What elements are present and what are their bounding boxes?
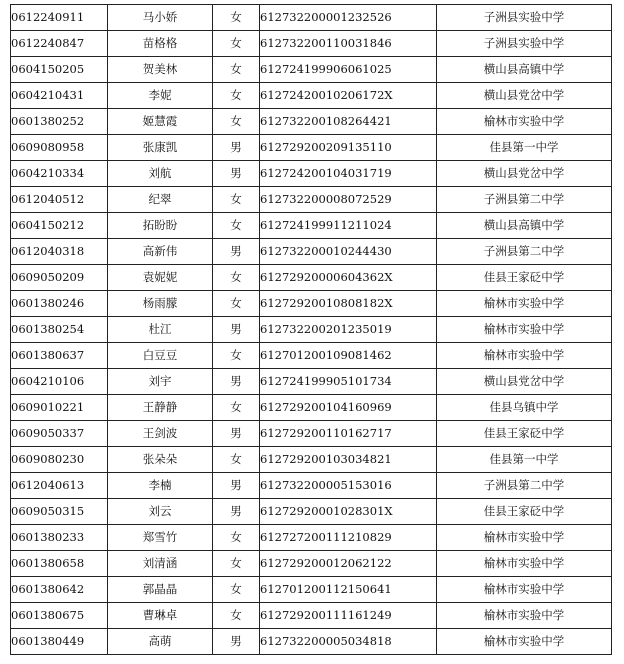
gender-cell: 男 [213,135,260,161]
table-row [11,57,612,83]
id-card-cell: 612724199905101734 [260,369,437,395]
gender-cell: 男 [213,421,260,447]
id-card-cell: 612729200110162717 [260,421,437,447]
id-card-cell: 612732200005034818 [260,629,437,655]
student-name-cell: 纪翠 [108,187,213,213]
exam-id-cell: 0609080958 [11,135,108,161]
exam-id-cell: 0604210334 [11,161,108,187]
school-cell: 榆林市实验中学 [437,577,612,603]
exam-id-cell: 0612040512 [11,187,108,213]
id-card-cell: 61272920001028301X [260,499,437,525]
school-cell: 横山县党岔中学 [437,83,612,109]
id-card-cell: 61272920010808182X [260,291,437,317]
id-card-cell: 61272920000604362X [260,265,437,291]
student-name-cell: 刘清涵 [108,551,213,577]
exam-id-cell: 0609010221 [11,395,108,421]
school-cell: 榆林市实验中学 [437,343,612,369]
student-roster-table [10,4,612,655]
exam-id-cell: 0604150212 [11,213,108,239]
exam-id-cell: 0601380449 [11,629,108,655]
table-row [11,109,612,135]
table-row [11,499,612,525]
table-row [11,395,612,421]
student-name-cell: 杨雨朦 [108,291,213,317]
id-card-cell: 612732200005153016 [260,473,437,499]
student-name-cell: 杜江 [108,317,213,343]
gender-cell: 女 [213,213,260,239]
table-row [11,421,612,447]
exam-id-cell: 0612240847 [11,31,108,57]
exam-id-cell: 0601380252 [11,109,108,135]
exam-id-cell: 0604210431 [11,83,108,109]
table-row [11,473,612,499]
id-card-cell: 612729200104160969 [260,395,437,421]
student-name-cell: 郭晶晶 [108,577,213,603]
student-name-cell: 贺美林 [108,57,213,83]
student-name-cell: 苗格格 [108,31,213,57]
id-card-cell: 612732200008072529 [260,187,437,213]
school-cell: 子洲县实验中学 [437,31,612,57]
gender-cell: 女 [213,551,260,577]
id-card-cell: 612729200209135110 [260,135,437,161]
exam-id-cell: 0601380254 [11,317,108,343]
table-row [11,317,612,343]
school-cell: 榆林市实验中学 [437,317,612,343]
id-card-cell: 612732200201235019 [260,317,437,343]
student-name-cell: 袁妮妮 [108,265,213,291]
school-cell: 子洲县第二中学 [437,187,612,213]
exam-id-cell: 0609050337 [11,421,108,447]
id-card-cell: 612724199911211024 [260,213,437,239]
student-name-cell: 郑雪竹 [108,525,213,551]
table-row [11,83,612,109]
exam-id-cell: 0601380233 [11,525,108,551]
school-cell: 佳县王家砭中学 [437,421,612,447]
id-card-cell: 612729200111161249 [260,603,437,629]
exam-id-cell: 0612240911 [11,5,108,31]
gender-cell: 女 [213,577,260,603]
gender-cell: 女 [213,57,260,83]
student-name-cell: 刘云 [108,499,213,525]
table-row [11,551,612,577]
gender-cell: 男 [213,317,260,343]
gender-cell: 女 [213,343,260,369]
exam-id-cell: 0604150205 [11,57,108,83]
table-row [11,603,612,629]
school-cell: 横山县高镇中学 [437,213,612,239]
student-name-cell: 拓盼盼 [108,213,213,239]
gender-cell: 女 [213,603,260,629]
id-card-cell: 612732200110031846 [260,31,437,57]
gender-cell: 男 [213,629,260,655]
table-row [11,5,612,31]
table-row [11,187,612,213]
table-row [11,369,612,395]
gender-cell: 女 [213,525,260,551]
id-card-cell: 612701200109081462 [260,343,437,369]
gender-cell: 女 [213,5,260,31]
table-row [11,31,612,57]
exam-id-cell: 0609080230 [11,447,108,473]
id-card-cell: 612724200104031719 [260,161,437,187]
student-name-cell: 高新伟 [108,239,213,265]
gender-cell: 女 [213,31,260,57]
exam-id-cell: 0601380642 [11,577,108,603]
gender-cell: 女 [213,447,260,473]
student-name-cell: 曹琳卓 [108,603,213,629]
student-name-cell: 高萌 [108,629,213,655]
table-row [11,577,612,603]
school-cell: 榆林市实验中学 [437,629,612,655]
id-card-cell: 612732200108264421 [260,109,437,135]
gender-cell: 男 [213,161,260,187]
exam-id-cell: 0609050315 [11,499,108,525]
table-row [11,239,612,265]
school-cell: 榆林市实验中学 [437,525,612,551]
school-cell: 横山县高镇中学 [437,57,612,83]
school-cell: 榆林市实验中学 [437,551,612,577]
roster-body [11,5,612,655]
school-cell: 佳县王家砭中学 [437,499,612,525]
id-card-cell: 612727200111210829 [260,525,437,551]
student-name-cell: 张康凯 [108,135,213,161]
exam-id-cell: 0612040318 [11,239,108,265]
id-card-cell: 61272420010206172X [260,83,437,109]
exam-id-cell: 0601380658 [11,551,108,577]
school-cell: 佳县第一中学 [437,135,612,161]
gender-cell: 男 [213,369,260,395]
gender-cell: 女 [213,265,260,291]
id-card-cell: 612729200103034821 [260,447,437,473]
table-row [11,135,612,161]
school-cell: 佳县王家砭中学 [437,265,612,291]
student-name-cell: 王静静 [108,395,213,421]
exam-id-cell: 0601380637 [11,343,108,369]
student-name-cell: 姬慧霞 [108,109,213,135]
school-cell: 子洲县第二中学 [437,473,612,499]
student-name-cell: 刘航 [108,161,213,187]
school-cell: 榆林市实验中学 [437,109,612,135]
student-name-cell: 张朵朵 [108,447,213,473]
table-row [11,291,612,317]
gender-cell: 女 [213,83,260,109]
gender-cell: 男 [213,499,260,525]
table-row [11,343,612,369]
table-row [11,265,612,291]
school-cell: 榆林市实验中学 [437,291,612,317]
gender-cell: 男 [213,239,260,265]
table-row [11,161,612,187]
gender-cell: 女 [213,291,260,317]
gender-cell: 女 [213,395,260,421]
school-cell: 横山县党岔中学 [437,161,612,187]
id-card-cell: 612729200012062122 [260,551,437,577]
id-card-cell: 612732200010244430 [260,239,437,265]
school-cell: 子洲县第二中学 [437,239,612,265]
table-row [11,213,612,239]
exam-id-cell: 0601380675 [11,603,108,629]
table-row [11,629,612,655]
id-card-cell: 612732200001232526 [260,5,437,31]
table-row [11,447,612,473]
gender-cell: 男 [213,473,260,499]
gender-cell: 女 [213,109,260,135]
student-name-cell: 刘宇 [108,369,213,395]
school-cell: 佳县第一中学 [437,447,612,473]
id-card-cell: 612701200112150641 [260,577,437,603]
school-cell: 榆林市实验中学 [437,603,612,629]
id-card-cell: 612724199906061025 [260,57,437,83]
exam-id-cell: 0601380246 [11,291,108,317]
student-name-cell: 王剑波 [108,421,213,447]
student-name-cell: 马小娇 [108,5,213,31]
student-name-cell: 李楠 [108,473,213,499]
gender-cell: 女 [213,187,260,213]
school-cell: 横山县党岔中学 [437,369,612,395]
exam-id-cell: 0612040613 [11,473,108,499]
student-name-cell: 李妮 [108,83,213,109]
table-row [11,525,612,551]
exam-id-cell: 0609050209 [11,265,108,291]
student-name-cell: 白豆豆 [108,343,213,369]
school-cell: 佳县乌镇中学 [437,395,612,421]
school-cell: 子洲县实验中学 [437,5,612,31]
exam-id-cell: 0604210106 [11,369,108,395]
